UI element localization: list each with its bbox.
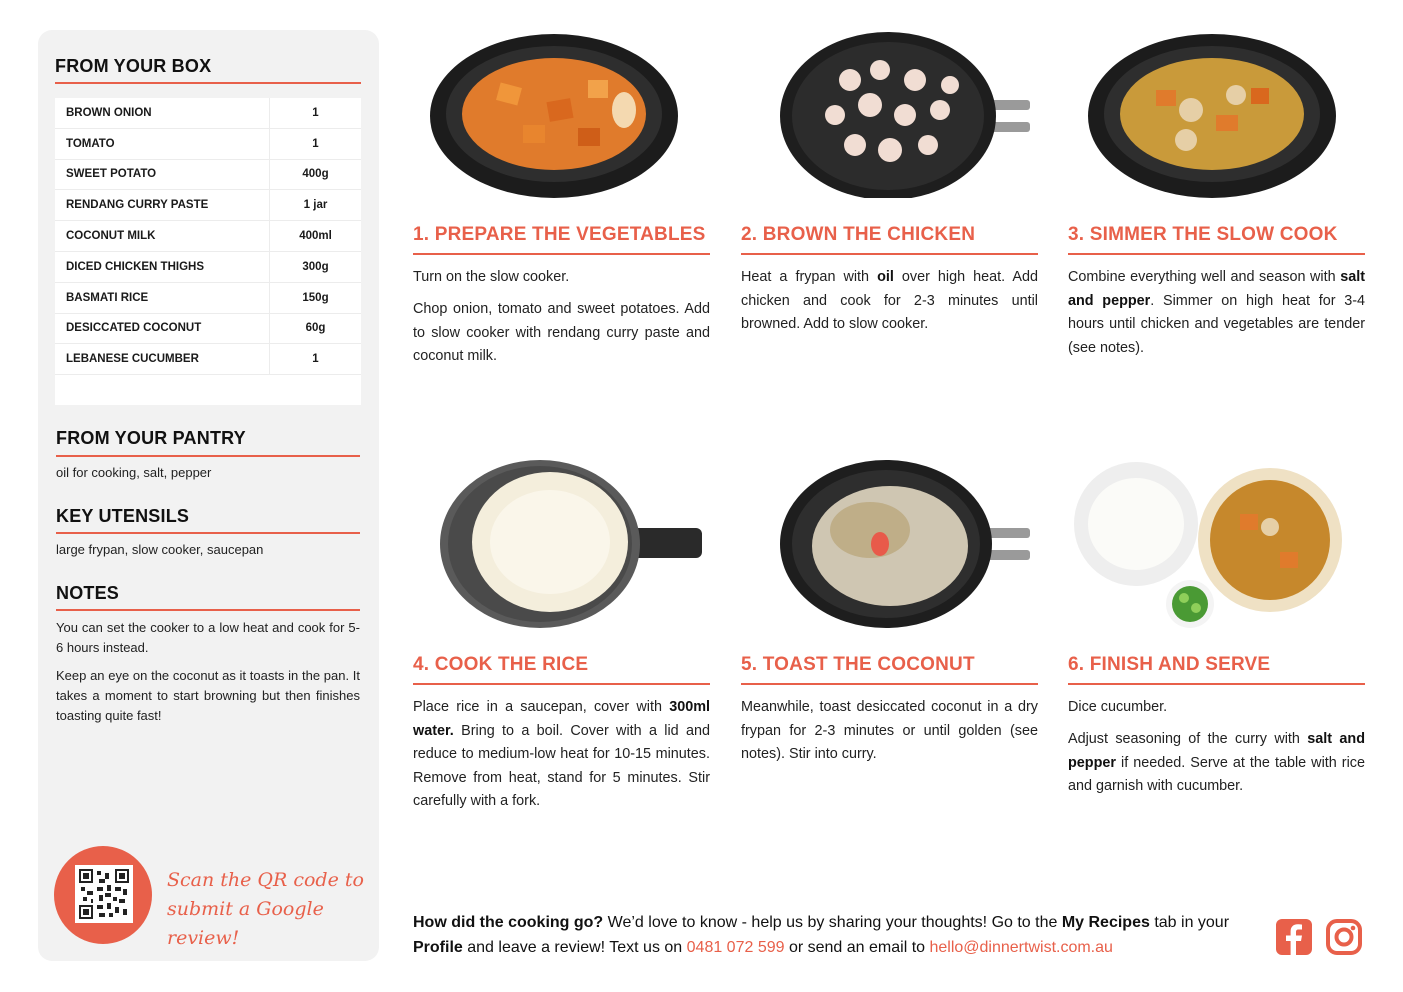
table-row: BASMATI RICE 150g — [55, 283, 361, 314]
profile-link[interactable]: Profile — [413, 939, 463, 956]
table-row: DICED CHICKEN THIGHS 300g — [55, 252, 361, 283]
frypan-chicken-image — [780, 30, 1030, 198]
table-row: COCONUT MILK 400ml — [55, 221, 361, 252]
slow-cooker-simmer-image — [1086, 30, 1338, 198]
box-title: FROM YOUR BOX — [55, 56, 212, 76]
step-1-title: 1. PREPARE THE VEGETABLES — [413, 224, 706, 245]
table-row: BROWN ONION 1 — [55, 98, 361, 129]
my-recipes-link[interactable]: My Recipes — [1061, 914, 1150, 931]
qr-caption-line: Scan the QR code to — [167, 869, 364, 891]
qr-caption-line: submit a Google review! — [167, 898, 324, 949]
utensils-title-rule — [56, 532, 360, 534]
box-ingredients-table — [55, 98, 361, 405]
step-1-paragraph: Chop onion, tomato and sweet potatoes. Add to slow cooker with rendang curry paste and coconut milk. — [413, 301, 710, 364]
notes-title-rule — [56, 609, 360, 611]
phone-link[interactable]: 0481 072 599 — [686, 939, 785, 956]
pantry-text: oil for cooking, salt, pepper — [56, 465, 212, 480]
frypan-coconut-image — [780, 460, 1030, 628]
step-3-rule — [1068, 253, 1365, 255]
step-2-paragraph: Heat a frypan with oil over high heat. Add chicken and cook for 2-3 minutes until browned. Add to slow cooker. — [741, 269, 1039, 332]
table-row: SWEET POTATO 400g — [55, 160, 361, 191]
footer-question: How did the cooking go? — [413, 914, 604, 931]
step-4-title: 4. COOK THE RICE — [413, 654, 589, 675]
ingredients-sidebar — [38, 30, 379, 961]
note-item: You can set the cooker to a low heat and cook for 5-6 hours instead. — [56, 620, 360, 655]
step-2-title: 2. BROWN THE CHICKEN — [741, 224, 976, 245]
step-1-paragraph: Turn on the slow cooker. — [413, 269, 570, 285]
qr-code-icon[interactable] — [75, 865, 133, 923]
step-1-rule — [413, 253, 710, 255]
step-5-rule — [741, 683, 1038, 685]
qr-badge[interactable] — [54, 846, 152, 944]
step-6-title: 6. FINISH AND SERVE — [1068, 654, 1271, 675]
email-link[interactable]: hello@dinnertwist.com.au — [929, 939, 1113, 956]
step-6-paragraph: Dice cucumber. — [1068, 699, 1168, 715]
utensils-title: KEY UTENSILS — [56, 506, 190, 526]
instagram-icon[interactable] — [1325, 918, 1363, 956]
box-title-rule — [55, 82, 361, 84]
notes-title: NOTES — [56, 583, 120, 603]
step-2-rule — [741, 253, 1038, 255]
utensils-text: large frypan, slow cooker, saucepan — [56, 542, 264, 557]
qr-caption — [167, 866, 367, 953]
note-item: Keep an eye on the coconut as it toasts in the pan. It takes a moment to start browning but then finishes toasting quite fast! — [56, 668, 360, 723]
finished-dish-image — [1070, 462, 1345, 630]
feedback-footer: How did the cooking go? We’d love to know - help us by sharing your thoughts! Go to the My Recipes tab in your Profile and leave a review! Text us on 0481 072 599 or send an email to hello@dinnertwist.com.au — [413, 914, 1230, 956]
pantry-title-rule — [56, 455, 360, 457]
step-3-paragraph: Combine everything well and season with salt and pepper. Simmer on high heat for 3-4 hours until chicken and vegetables are tender (see notes). — [1068, 269, 1366, 356]
table-row: LEBANESE CUCUMBER 1 — [55, 344, 361, 375]
table-row: DESICCATED COCONUT 60g — [55, 314, 361, 345]
step-6-paragraph: Adjust seasoning of the curry with salt and pepper if needed. Serve at the table with rice and garnish with cucumber. — [1068, 731, 1365, 794]
step-4-rule — [413, 683, 710, 685]
table-row: RENDANG CURRY PASTE 1 jar — [55, 190, 361, 221]
step-5-title: 5. TOAST THE COCONUT — [741, 654, 975, 675]
saucepan-rice-image — [440, 460, 702, 628]
table-filler — [55, 375, 361, 405]
pantry-title: FROM YOUR PANTRY — [56, 428, 246, 448]
step-6-rule — [1068, 683, 1365, 685]
step-3-title: 3. SIMMER THE SLOW COOK — [1068, 224, 1338, 245]
slow-cooker-vegetables-image — [428, 30, 680, 198]
table-row: TOMATO 1 — [55, 129, 361, 160]
facebook-icon[interactable] — [1275, 918, 1313, 956]
step-4-paragraph: Place rice in a saucepan, cover with 300ml water. Bring to a boil. Cover with a lid and reduce to medium-low heat for 10-15 minutes. Remove from heat, stand for 5 minutes. Stir carefully with a fork. — [413, 699, 710, 809]
step-5-paragraph: Meanwhile, toast desiccated coconut in a dry frypan for 2-3 minutes or until golden (see notes). Stir into curry. — [741, 699, 1038, 762]
